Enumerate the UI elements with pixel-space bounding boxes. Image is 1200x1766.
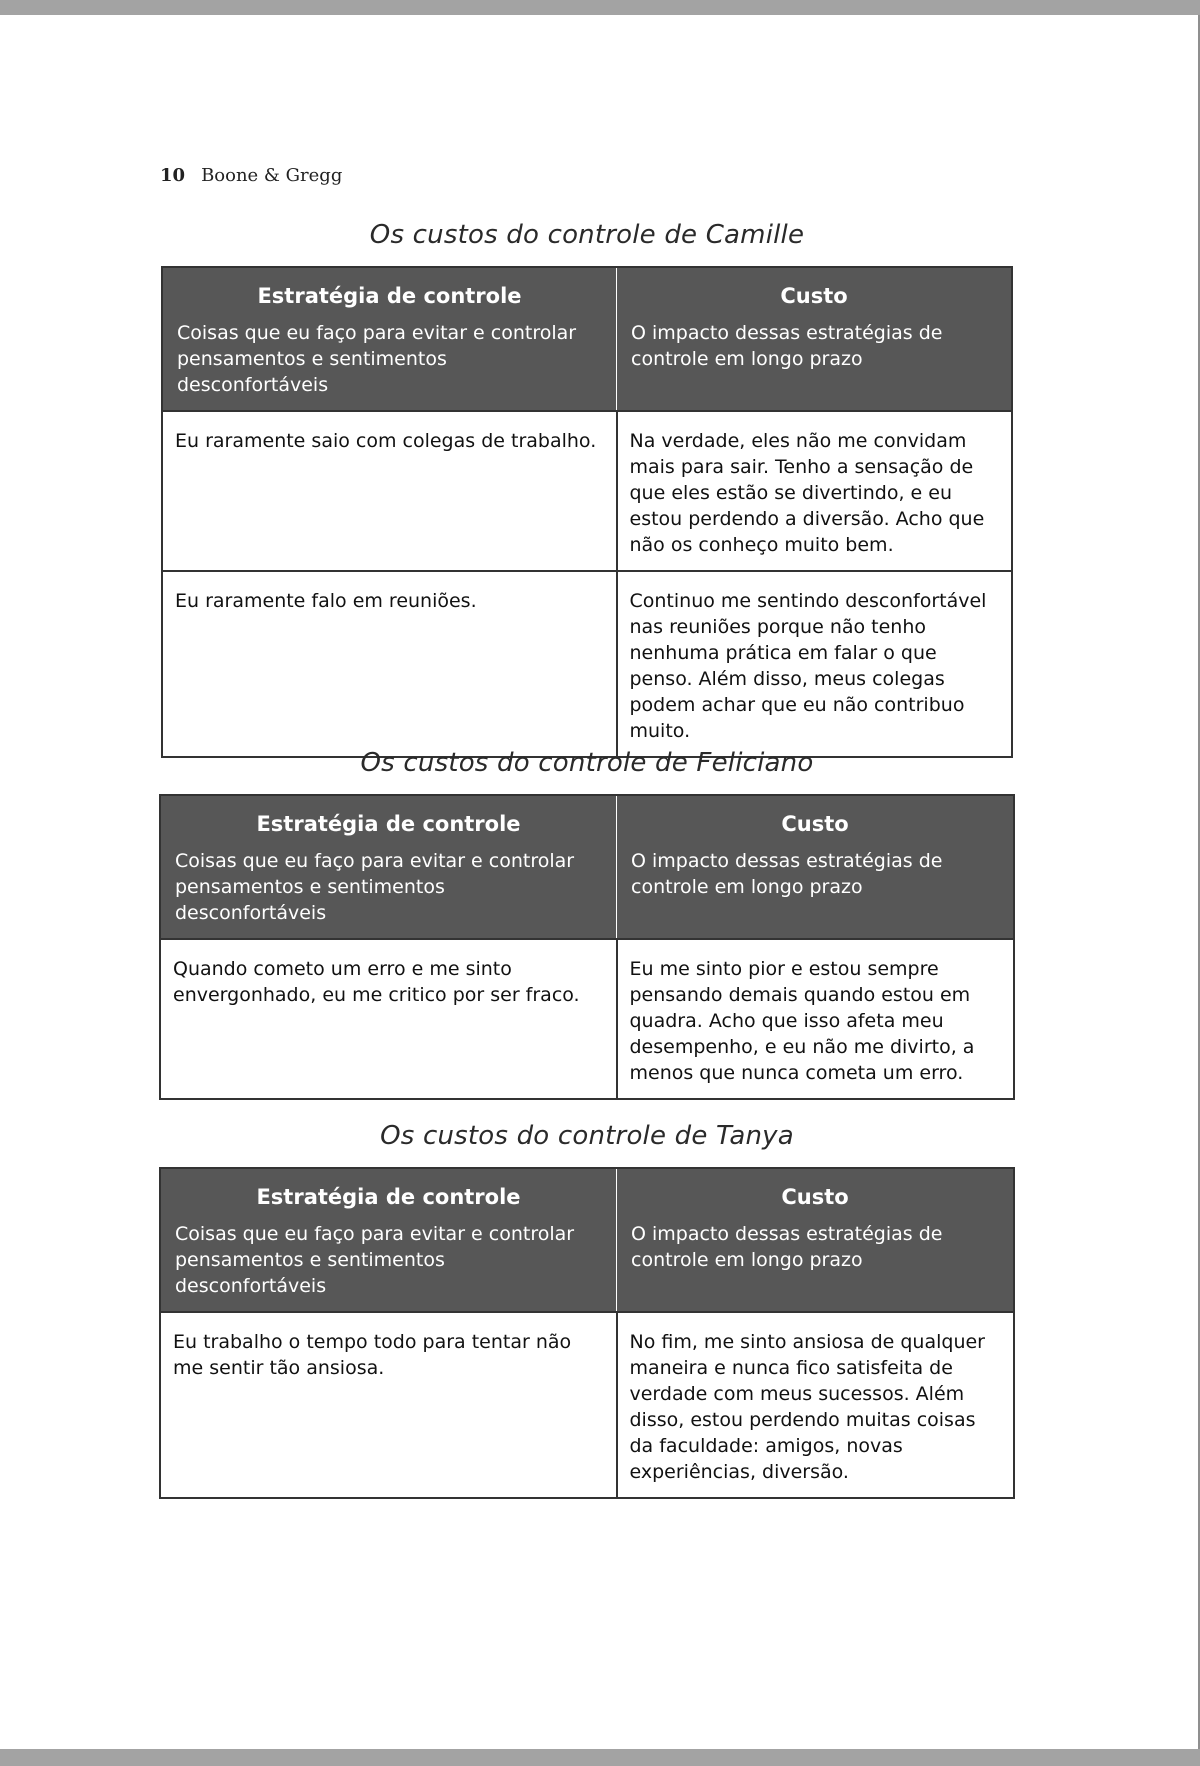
header-cost-title: Custo — [781, 1185, 849, 1209]
header-strategy-desc: Coisas que eu faço para evitar e controlar pensamentos e sentimentos desconfortáveis — [177, 322, 577, 396]
header-cost-title: Custo — [781, 812, 849, 836]
table-section-feliciano — [159, 748, 1015, 1100]
header-strategy-title: Estratégia de controle — [256, 812, 521, 836]
control-costs-table — [159, 1167, 1015, 1499]
table-row — [162, 571, 1012, 757]
cost-cell: Continuo me sentindo desconfortável nas reuniões porque não tenho nenhuma prática em falar o que penso. Além disso, meus colegas podem achar que eu não contribuo muito. — [617, 571, 1013, 757]
strategy-cell: Quando cometo um erro e me sinto envergonhado, eu me critico por ser fraco. — [160, 939, 617, 1099]
table-row — [160, 939, 1014, 1099]
header-cell-strategy — [162, 267, 617, 411]
table-section-tanya — [159, 1121, 1015, 1499]
table-title: Os custos do controle de Tanya — [380, 1121, 794, 1151]
page-number: 10 — [160, 165, 186, 186]
table-header-row — [160, 795, 1014, 939]
header-cost-desc: O impacto dessas estratégias de controle em longo prazo — [631, 1223, 943, 1271]
header-strategy-title: Estratégia de controle — [257, 284, 522, 308]
header-cost-title: Custo — [780, 284, 848, 308]
cost-cell: Eu me sinto pior e estou sempre pensando demais quando estou em quadra. Acho que isso afeta meu desempenho, e eu não me divirto, a menos que nunca cometa um erro. — [617, 939, 1015, 1099]
header-cost-desc: O impacto dessas estratégias de controle em longo prazo — [631, 850, 943, 898]
cost-cell: Na verdade, eles não me convidam mais para sair. Tenho a sensação de que eles estão se divertindo, e eu estou perdendo a diversão. Acho que não os conheço muito bem. — [617, 411, 1013, 571]
control-costs-table — [161, 266, 1013, 758]
table-header-row — [162, 267, 1012, 411]
table-title: Os custos do controle de Camille — [369, 220, 805, 250]
running-head-authors: Boone & Gregg — [201, 165, 343, 186]
header-cell-strategy — [160, 795, 617, 939]
table-title: Os custos do controle de Feliciano — [360, 748, 814, 778]
strategy-cell: Eu trabalho o tempo todo para tentar não me sentir tão ansiosa. — [160, 1312, 617, 1498]
header-cost-desc: O impacto dessas estratégias de controle em longo prazo — [631, 322, 943, 370]
book-page — [0, 15, 1200, 1749]
header-cell-cost — [617, 267, 1013, 411]
header-cell-cost — [617, 1168, 1015, 1312]
header-strategy-desc: Coisas que eu faço para evitar e controlar pensamentos e sentimentos desconfortáveis — [175, 850, 575, 924]
control-costs-table — [159, 794, 1015, 1100]
strategy-cell: Eu raramente saio com colegas de trabalho. — [162, 411, 617, 571]
running-head — [160, 165, 342, 186]
table-section-camille — [161, 220, 1013, 758]
header-strategy-title: Estratégia de controle — [256, 1185, 521, 1209]
header-cell-cost — [617, 795, 1015, 939]
table-header-row — [160, 1168, 1014, 1312]
header-strategy-desc: Coisas que eu faço para evitar e controlar pensamentos e sentimentos desconfortáveis — [175, 1223, 575, 1297]
table-row — [162, 411, 1012, 571]
cost-cell: No fim, me sinto ansiosa de qualquer maneira e nunca fico satisfeita de verdade com meus sucessos. Além disso, estou perdendo muitas coisas da faculdade: amigos, novas experiências, diversão. — [617, 1312, 1015, 1498]
header-cell-strategy — [160, 1168, 617, 1312]
strategy-cell: Eu raramente falo em reuniões. — [162, 571, 617, 757]
table-row — [160, 1312, 1014, 1498]
